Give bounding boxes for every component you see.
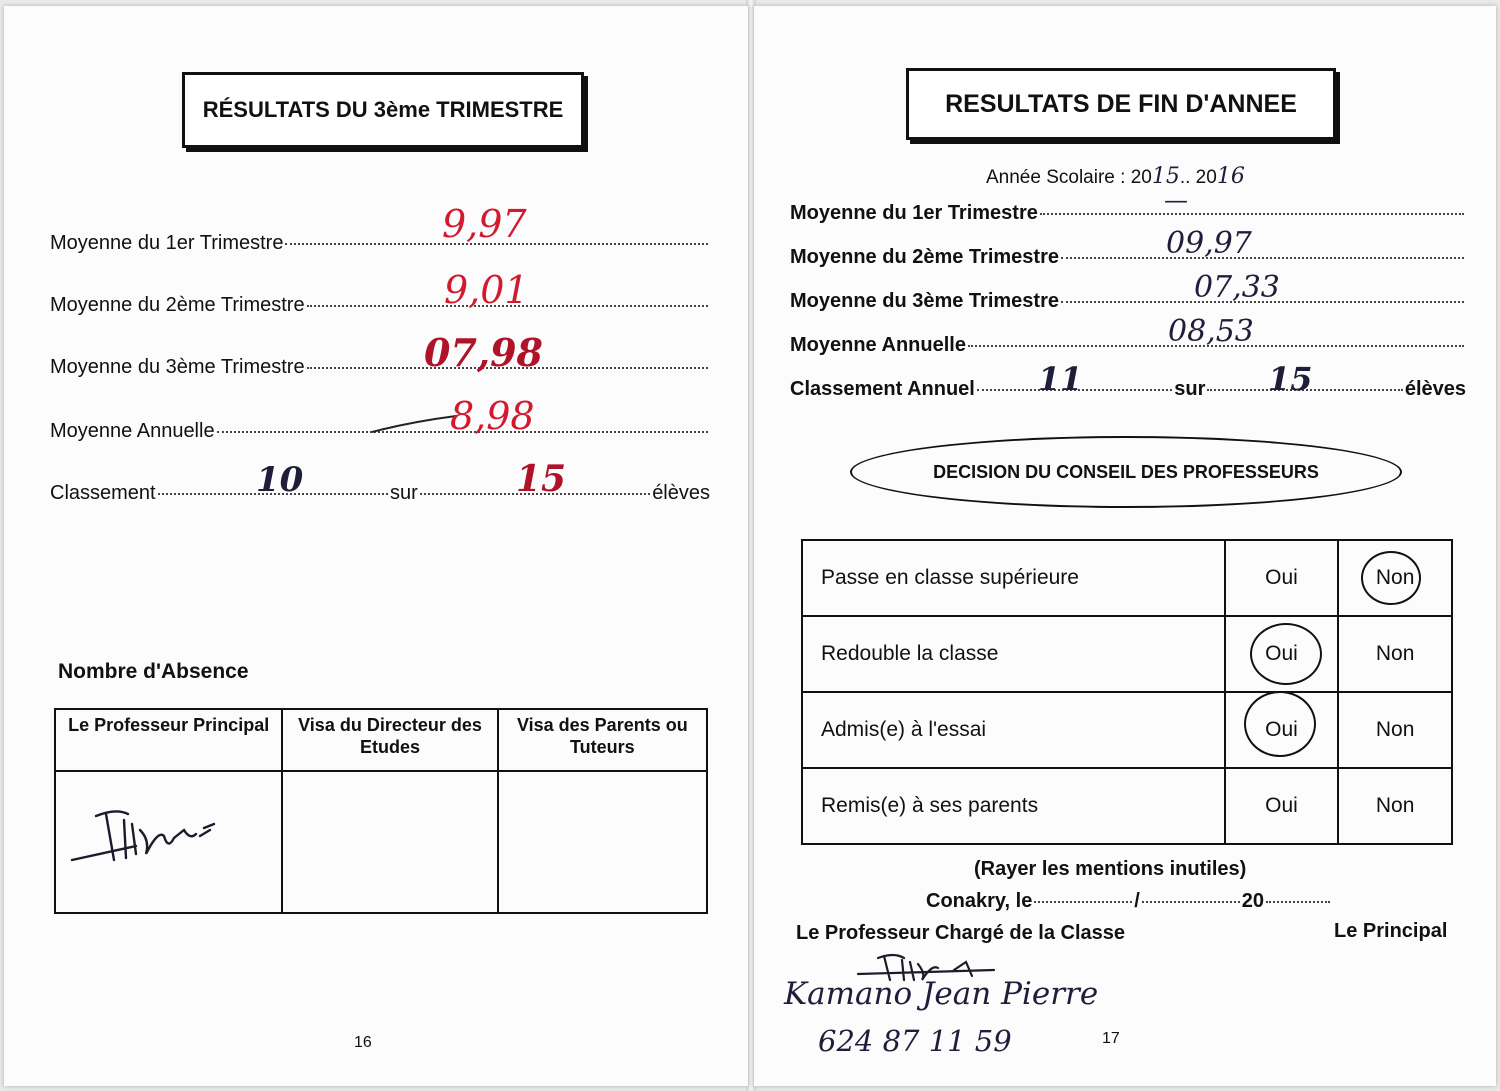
absence-table [54,708,708,914]
conakry-line [926,890,1332,913]
decision-oval [850,436,1402,508]
decision-label: Admis(e) à l'essai [802,692,1225,768]
rayer-note: (Rayer les mentions inutiles) [974,858,1247,880]
decision-label: Redouble la classe [802,616,1225,692]
left-rank-total: 15 [516,458,567,500]
decision-oui [1225,692,1339,768]
school-year-sep: .. 20 [1179,167,1217,188]
teacher-phone: 624 87 11 59 [818,1024,1012,1058]
oui-text: Oui [1265,642,1298,665]
right-t1-label: Moyenne du 1er Trimestre [790,202,1038,224]
dotted-leader [1142,901,1240,903]
decision-row [802,616,1452,692]
dotted-leader [1034,901,1132,903]
right-title-box [906,68,1336,140]
cell-directeur-visa [282,771,497,913]
decision-oui [1225,616,1339,692]
decision-label: Remis(e) à ses parents [802,768,1225,844]
right-page [754,6,1496,1086]
oui-text: Oui [1265,794,1298,817]
right-t1-value: — [1164,186,1188,214]
left-line-t1 [50,232,710,255]
left-line-rank [50,482,710,505]
right-t2-label: Moyenne du 2ème Trimestre [790,246,1059,268]
left-rank-value: 10 [256,460,304,500]
right-rank-total: 15 [1268,360,1313,398]
left-t2-label: Moyenne du 2ème Trimestre [50,294,305,316]
dotted-leader [1040,213,1464,215]
teacher-signatory: Le Professeur Chargé de la Classe [796,922,1126,944]
col-visa-directeur: Visa du Directeur des Etudes [282,709,497,771]
decision-non [1338,616,1452,692]
dotted-leader [1061,257,1464,259]
decision-row [802,540,1452,616]
right-line-t3 [790,290,1466,313]
right-line-annual [790,334,1466,357]
left-t3-value: 07,98 [424,330,543,375]
conakry-prefix: Conakry, le [926,890,1033,912]
school-year-label: Année Scolaire : 20 [986,167,1152,188]
signature-image [66,800,226,880]
right-page-number: 17 [1102,1030,1120,1047]
pen-stroke [370,410,460,440]
left-annual-value: 8,98 [450,394,535,438]
left-title: RÉSULTATS DU 3ème TRIMESTRE [202,97,564,122]
right-line-t1 [790,202,1466,225]
right-line-rank [790,378,1466,401]
left-page-number: 16 [354,1034,372,1051]
decision-row [802,768,1452,844]
left-t1-value: 9,97 [442,202,527,246]
right-annual-value: 08,53 [1168,314,1254,349]
dotted-leader [1266,901,1330,903]
left-t3-label: Moyenne du 3ème Trimestre [50,356,305,378]
decision-row [802,692,1452,768]
pen-circle [1244,691,1316,757]
school-year-end: 16 [1216,164,1245,189]
right-rank-eleves: élèves [1404,378,1467,400]
right-line-t2 [790,246,1466,269]
left-t2-value: 9,01 [444,268,529,312]
right-rank-label: Classement Annuel [790,378,975,400]
cell-professeur-signature [55,771,282,913]
left-rank-sur: sur [390,482,418,504]
left-rank-label: Classement [50,482,156,504]
left-annual-label: Moyenne Annuelle [50,420,215,442]
non-text: Non [1375,718,1415,741]
decision-oui [1225,768,1339,844]
teacher-name: Kamano Jean Pierre [784,976,1099,1012]
decision-label: Passe en classe supérieure [802,540,1225,616]
left-title-box [182,72,584,148]
decision-non [1338,540,1452,616]
conakry-slash: / [1134,890,1140,912]
oui-text: Oui [1265,566,1298,589]
conakry-year: 20 [1241,890,1264,912]
non-text: Non [1375,566,1415,589]
left-line-t2 [50,294,710,317]
right-t3-value: 07,33 [1194,270,1280,305]
col-visa-parents: Visa des Parents ou Tuteurs [498,709,707,771]
oui-text: Oui [1265,718,1298,741]
decision-non [1338,768,1452,844]
col-professeur-principal: Le Professeur Principal [55,709,282,771]
decision-table [801,539,1453,845]
school-year-start: 15 [1151,164,1180,189]
right-title: RESULTATS DE FIN D'ANNEE [945,89,1297,118]
absence-heading: Nombre d'Absence [58,660,249,683]
pen-circle [1250,623,1322,685]
pen-circle [1361,551,1421,605]
left-line-t3 [50,356,710,379]
non-text: Non [1375,642,1415,665]
right-t3-label: Moyenne du 3ème Trimestre [790,290,1059,312]
right-rank-sur: sur [1174,378,1206,400]
decision-non [1338,692,1452,768]
left-page [4,6,748,1086]
school-year-line [986,164,1245,189]
left-t1-label: Moyenne du 1er Trimestre [50,232,284,254]
non-text: Non [1375,794,1415,817]
right-rank-value: 11 [1038,360,1083,398]
left-rank-eleves: élèves [652,482,710,504]
principal-signatory: Le Principal [1334,920,1448,942]
decision-title: DECISION DU CONSEIL DES PROFESSEURS [933,461,1319,482]
decision-oui [1225,540,1339,616]
right-annual-label: Moyenne Annuelle [790,334,966,356]
right-t2-value: 09,97 [1166,226,1252,261]
cell-parents-visa [498,771,707,913]
